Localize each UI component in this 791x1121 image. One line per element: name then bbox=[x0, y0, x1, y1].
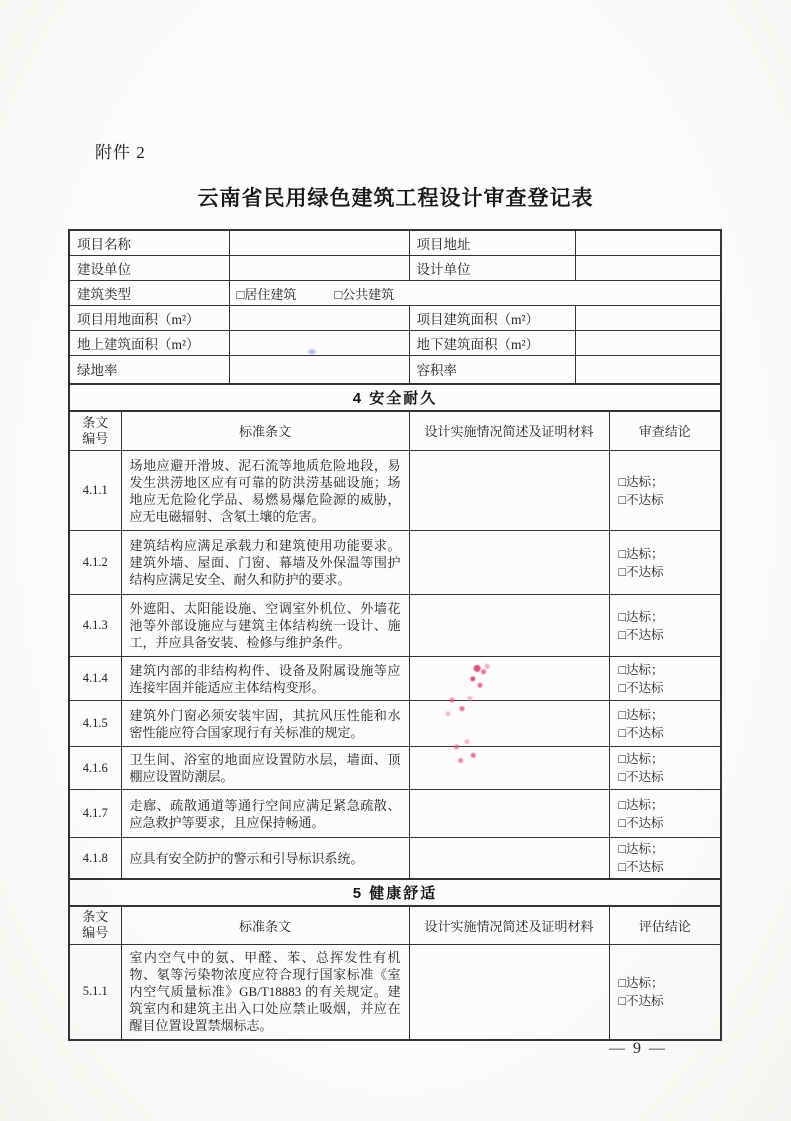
pass-checkbox-option: □达标； bbox=[618, 546, 664, 561]
table-row bbox=[69, 790, 721, 838]
project-floor-area-value bbox=[575, 306, 721, 331]
green-ratio-value bbox=[229, 356, 409, 384]
construction-unit-value bbox=[229, 256, 409, 281]
section5-header-conclusion: 评估结论 bbox=[609, 906, 721, 944]
site-area-value bbox=[229, 306, 409, 331]
implementation-cell bbox=[409, 451, 609, 531]
above-ground-area-value bbox=[229, 331, 409, 356]
table-row bbox=[69, 531, 721, 595]
section5-header-clause-text: 标准条文 bbox=[121, 906, 409, 944]
implementation-cell bbox=[409, 531, 609, 595]
clause-text: 外遮阳、太阳能设施、空调室外机位、外墙花池等外部设施应与建筑主体结构统一设计、施工，并应具备安装、检修与维护条件。 bbox=[121, 595, 409, 657]
residential-checkbox-option: □居住建筑 bbox=[236, 286, 297, 302]
table-row bbox=[69, 306, 721, 331]
fail-checkbox-option: □不达标 bbox=[618, 815, 664, 830]
fail-checkbox-option: □不达标 bbox=[618, 770, 664, 784]
registration-form-table bbox=[68, 229, 722, 1041]
site-area-label: 项目用地面积（m²） bbox=[69, 306, 229, 331]
section5-title: 5 健康舒适 bbox=[69, 879, 721, 906]
plot-ratio-value bbox=[575, 356, 721, 384]
implementation-cell bbox=[409, 595, 609, 657]
clause-text: 建筑内部的非结构构件、设备及附属设施等应连接牢固并能适应主体结构变形。 bbox=[121, 657, 409, 701]
section4-title: 4 安全耐久 bbox=[69, 384, 721, 411]
clause-number: 4.1.4 bbox=[69, 657, 121, 701]
conclusion-cell bbox=[609, 944, 721, 1040]
attachment-label: 附件 2 bbox=[95, 143, 146, 162]
below-ground-area-value bbox=[575, 331, 721, 356]
conclusion-cell bbox=[609, 657, 721, 701]
project-floor-area-label: 项目建筑面积（m²） bbox=[409, 306, 575, 331]
green-ratio-label: 绿地率 bbox=[69, 356, 229, 384]
fail-checkbox-option: □不达标 bbox=[618, 627, 664, 642]
clause-number: 4.1.2 bbox=[69, 531, 121, 595]
clause-number: 4.1.6 bbox=[69, 747, 121, 790]
building-type-options bbox=[229, 281, 721, 306]
clause-text: 建筑外门窗必须安装牢固，其抗风压性能和水密性能应符合国家现行有关标准的规定。 bbox=[121, 701, 409, 747]
conclusion-cell bbox=[609, 838, 721, 880]
below-ground-area-label: 地下建筑面积（m²） bbox=[409, 331, 575, 356]
page-title: 云南省民用绿色建筑工程设计审查登记表 bbox=[197, 187, 594, 210]
conclusion-cell bbox=[609, 595, 721, 657]
plot-ratio-label: 容积率 bbox=[409, 356, 575, 384]
table-row bbox=[69, 331, 721, 356]
clause-text: 应具有安全防护的警示和引导标识系统。 bbox=[121, 838, 409, 880]
table-row bbox=[69, 230, 721, 256]
clause-number: 4.1.5 bbox=[69, 701, 121, 747]
implementation-cell bbox=[409, 657, 609, 701]
implementation-cell bbox=[409, 747, 609, 790]
pass-checkbox-option: □达标； bbox=[618, 752, 664, 766]
above-ground-area-label: 地上建筑面积（m²） bbox=[69, 331, 229, 356]
project-name-value bbox=[229, 230, 409, 256]
table-row bbox=[69, 451, 721, 531]
table-row bbox=[69, 595, 721, 657]
pass-checkbox-option: □达标； bbox=[618, 842, 664, 856]
pass-checkbox-option: □达标； bbox=[618, 474, 664, 489]
clause-number: 4.1.8 bbox=[69, 838, 121, 880]
design-unit-label: 设计单位 bbox=[409, 256, 575, 281]
section5-header-implementation: 设计实施情况简述及证明材料 bbox=[409, 906, 609, 944]
project-name-label: 项目名称 bbox=[69, 230, 229, 256]
table-row bbox=[69, 701, 721, 747]
table-row bbox=[69, 747, 721, 790]
project-address-label: 项目地址 bbox=[409, 230, 575, 256]
section4-header-conclusion: 审查结论 bbox=[609, 411, 721, 451]
fail-checkbox-option: □不达标 bbox=[618, 492, 664, 507]
conclusion-cell bbox=[609, 531, 721, 595]
fail-checkbox-option: □不达标 bbox=[618, 993, 664, 1008]
section5-header-clause-no: 条文编号 bbox=[69, 906, 121, 944]
pass-checkbox-option: □达标； bbox=[618, 707, 664, 722]
section4-header-clause-text: 标准条文 bbox=[121, 411, 409, 451]
pass-checkbox-option: □达标； bbox=[618, 662, 664, 677]
table-row bbox=[69, 256, 721, 281]
table-row bbox=[69, 281, 721, 306]
clause-number: 4.1.3 bbox=[69, 595, 121, 657]
clause-number: 4.1.7 bbox=[69, 790, 121, 838]
fail-checkbox-option: □不达标 bbox=[618, 860, 664, 874]
implementation-cell bbox=[409, 944, 609, 1040]
fail-checkbox-option: □不达标 bbox=[618, 680, 664, 695]
section4-header-clause-no: 条文编号 bbox=[69, 411, 121, 451]
clause-text: 场地应避开滑坡、泥石流等地质危险地段，易发生洪涝地区应有可靠的防洪涝基础设施；场地应无危险化学品、易燃易爆危险源的威胁，应无电磁辐射、含氡土壤的危害。 bbox=[121, 451, 409, 531]
table-row bbox=[69, 356, 721, 384]
implementation-cell bbox=[409, 790, 609, 838]
page-number: — 9 — bbox=[609, 1040, 667, 1057]
conclusion-cell bbox=[609, 747, 721, 790]
pass-checkbox-option: □达标； bbox=[618, 797, 664, 812]
table-row bbox=[69, 944, 721, 1040]
table-row bbox=[69, 906, 721, 944]
table-row bbox=[69, 838, 721, 880]
section4-header-implementation: 设计实施情况简述及证明材料 bbox=[409, 411, 609, 451]
public-checkbox-option: □公共建筑 bbox=[334, 286, 395, 302]
pass-checkbox-option: □达标； bbox=[618, 609, 664, 624]
conclusion-cell bbox=[609, 790, 721, 838]
conclusion-cell bbox=[609, 451, 721, 531]
project-address-value bbox=[575, 230, 721, 256]
table-row bbox=[69, 384, 721, 411]
construction-unit-label: 建设单位 bbox=[69, 256, 229, 281]
table-row bbox=[69, 879, 721, 906]
clause-text: 走廊、疏散通道等通行空间应满足紧急疏散、应急救护等要求，且应保持畅通。 bbox=[121, 790, 409, 838]
pass-checkbox-option: □达标； bbox=[618, 975, 664, 990]
implementation-cell bbox=[409, 838, 609, 880]
clause-text: 卫生间、浴室的地面应设置防水层，墙面、顶棚应设置防潮层。 bbox=[121, 747, 409, 790]
clause-text: 室内空气中的氨、甲醛、苯、总挥发性有机物、氡等污染物浓度应符合现行国家标准《室内空气质量标准》GB/T18883 的有关规定。建筑室内和建筑主出入口处应禁止吸烟，并应在醒目位置设置禁烟标志。 bbox=[121, 944, 409, 1040]
table-row bbox=[69, 657, 721, 701]
fail-checkbox-option: □不达标 bbox=[618, 564, 664, 579]
design-unit-value bbox=[575, 256, 721, 281]
conclusion-cell bbox=[609, 701, 721, 747]
clause-number: 5.1.1 bbox=[69, 944, 121, 1040]
implementation-cell bbox=[409, 701, 609, 747]
table-row bbox=[69, 411, 721, 451]
building-type-label: 建筑类型 bbox=[69, 281, 229, 306]
clause-number: 4.1.1 bbox=[69, 451, 121, 531]
fail-checkbox-option: □不达标 bbox=[618, 725, 664, 740]
clause-text: 建筑结构应满足承载力和建筑使用功能要求。建筑外墙、屋面、门窗、幕墙及外保温等围护结构应满足安全、耐久和防护的要求。 bbox=[121, 531, 409, 595]
